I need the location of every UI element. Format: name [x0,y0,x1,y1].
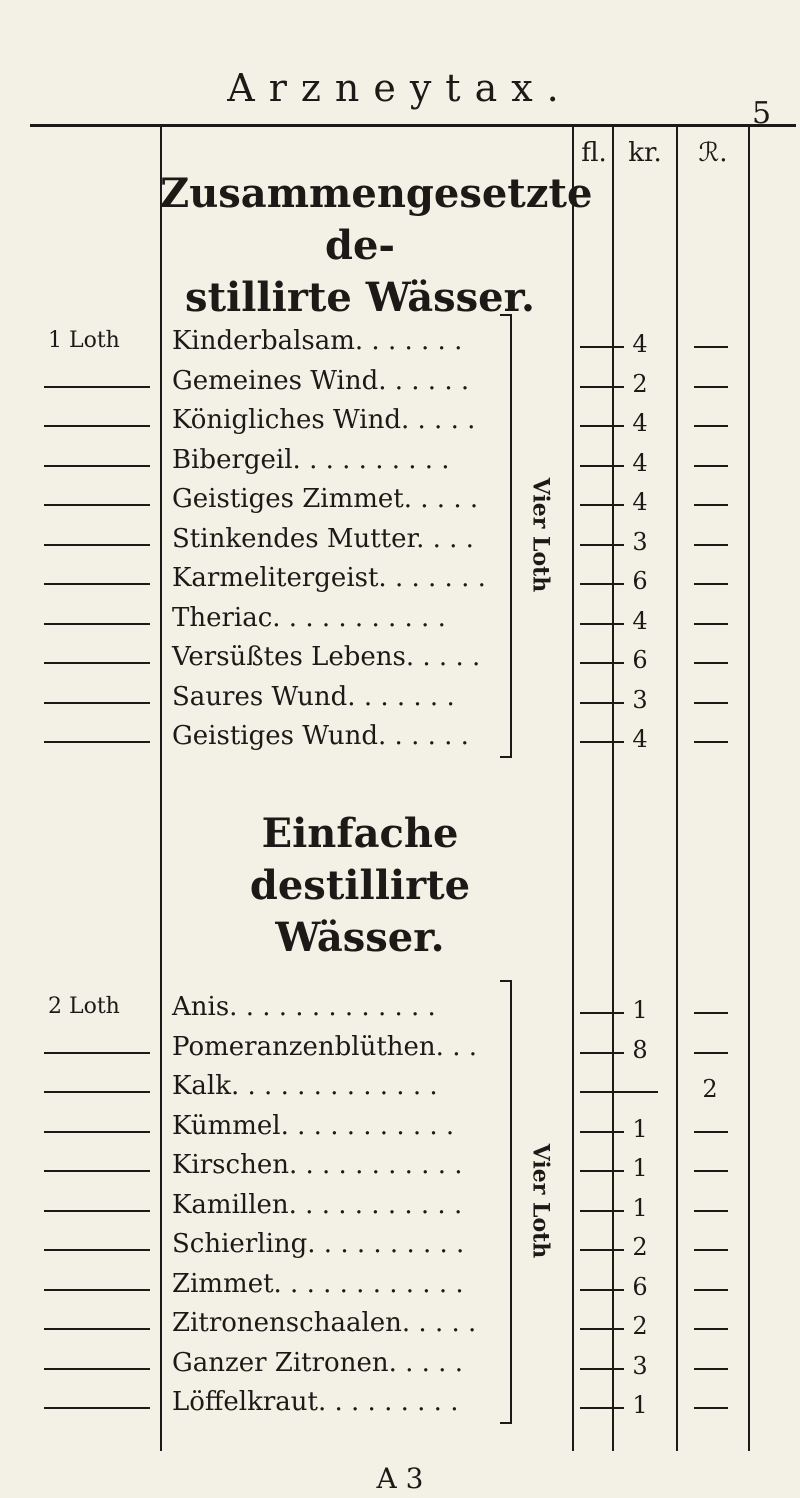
kr-value: 3 [632,685,648,714]
section-compound-brace-label: Vier Loth [527,477,553,593]
pf-dash [694,425,728,427]
fl-dash [580,1407,624,1409]
pf-dash [694,544,728,546]
fl-dash [580,1091,624,1093]
ditto-dash [44,1052,150,1054]
fl-dash [580,662,624,664]
ditto-dash [44,386,150,388]
item-name: Löffelkraut. . . . . . . . . [172,1387,459,1417]
item-name: Schierling. . . . . . . . . . [172,1229,465,1259]
table-row [0,719,800,765]
section-compound-brace [500,314,512,758]
pf-dash [694,1328,728,1330]
pf-dash [694,583,728,585]
pf-dash [694,1131,728,1133]
pf-dash [694,1052,728,1054]
unit-cell [40,1152,160,1182]
fl-dash [580,623,624,625]
pf-dash [694,1012,728,1014]
item-name: Geistiges Wund. . . . . . [172,721,469,751]
pf-dash [694,1249,728,1251]
column-header-fl: fl. [581,138,607,168]
unit-cell [40,1350,160,1380]
item-name: Kirschen. . . . . . . . . . . [172,1150,463,1180]
ditto-dash [44,1289,150,1291]
unit-cell [40,684,160,714]
kr-value: 3 [632,1351,648,1380]
kr-value: 4 [632,488,648,516]
fl-dash [580,346,624,348]
kr-value: 3 [632,527,648,556]
header-rule [30,124,796,127]
item-name: Saures Wund. . . . . . . [172,681,455,712]
fl-dash [580,702,624,704]
unit-cell [40,486,160,516]
column-header-kr: kr. [628,138,662,168]
fl-dash [580,465,624,467]
fl-dash [580,1368,624,1370]
kr-value: 2 [632,369,648,398]
item-name: Versüßtes Lebens. . . . . [172,642,481,672]
fl-dash [580,1131,624,1133]
unit-cell [40,565,160,595]
pf-value: 2 [702,1075,718,1103]
ditto-dash [44,662,150,664]
item-name: Kamillen. . . . . . . . . . . [172,1189,463,1220]
item-name: Gemeines Wind. . . . . . [172,365,470,396]
item-name: Kalk. . . . . . . . . . . . . [172,1071,438,1101]
page-number: 5 [752,96,772,131]
kr-value: 8 [632,1035,648,1064]
ditto-dash [44,1210,150,1212]
kr-value: 1 [632,1114,648,1143]
kr-value: 6 [632,1272,648,1301]
unit-cell [40,526,160,556]
kr-value: 1 [632,1154,648,1182]
section-simple-brace-label: Vier Loth [527,1143,553,1259]
fl-dash [580,1210,624,1212]
fl-dash [580,544,624,546]
fl-dash [580,1289,624,1291]
item-name: Bibergeil. . . . . . . . . . [172,444,450,475]
pf-dash [694,346,728,348]
item-name: Theriac. . . . . . . . . . . [172,602,446,633]
ditto-dash [44,1328,150,1330]
unit-cell [40,368,160,398]
column-header-pf: ℛ. [698,138,728,168]
unit-cell [40,1310,160,1340]
unit-cell [40,1389,160,1419]
unit-cell [40,723,160,753]
ditto-dash [44,1368,150,1370]
ditto-dash [44,583,150,585]
pf-dash [694,1368,728,1370]
unit-cell [40,605,160,635]
ditto-dash [44,1249,150,1251]
kr-value: 6 [632,646,648,674]
fl-dash [580,1328,624,1330]
kr-value: 2 [632,1233,648,1261]
unit-cell [40,1192,160,1222]
ditto-dash [44,544,150,546]
fl-dash [580,583,624,585]
fl-dash [580,1052,624,1054]
section-title-compound-line1: Zusammengesetzte de- [160,170,593,269]
pf-dash [694,465,728,467]
kr-dash [622,1091,658,1093]
unit-cell [40,407,160,437]
section-title-simple [160,808,560,964]
unit-cell [40,328,160,358]
ditto-dash [44,504,150,506]
pf-dash [694,1210,728,1212]
fl-dash [580,386,624,388]
unit-cell [40,447,160,477]
kr-value: 4 [632,409,648,437]
fl-dash [580,741,624,743]
item-name: Ganzer Zitronen. . . . . [172,1347,463,1378]
item-name: Karmelitergeist. . . . . . . [172,563,486,593]
section-simple-brace [500,980,512,1424]
unit-label: 1 Loth [48,328,120,353]
ditto-dash [44,1091,150,1093]
ditto-dash [44,702,150,704]
kr-value: 4 [632,330,648,358]
ditto-dash [44,741,150,743]
unit-cell [40,994,160,1024]
kr-value: 2 [632,1312,648,1340]
kr-value: 1 [632,996,648,1024]
item-name: Zitronenschaalen. . . . . [172,1308,477,1338]
ditto-dash [44,425,150,427]
pf-dash [694,1289,728,1291]
kr-value: 4 [632,606,648,635]
ditto-dash [44,1170,150,1172]
item-name: Zimmet. . . . . . . . . . . . [172,1268,464,1299]
section-title-simple-line2: Wässer. [275,914,445,961]
item-name: Kinderbalsam. . . . . . . [172,326,463,356]
section-title-compound [160,168,593,324]
ditto-dash [44,1407,150,1409]
unit-cell [40,1113,160,1143]
pf-dash [694,702,728,704]
fl-dash [580,504,624,506]
running-head: Arzneytax. [227,66,573,110]
pf-dash [694,662,728,664]
unit-cell [40,644,160,674]
kr-value: 6 [632,567,648,595]
unit-cell [40,1271,160,1301]
pf-dash [694,1170,728,1172]
fl-dash [580,1012,624,1014]
pf-dash [694,504,728,506]
pf-dash [694,741,728,743]
signature-mark: A 3 [376,1462,424,1495]
section-title-simple-line1: Einfache destillirte [249,810,471,909]
kr-value: 4 [632,725,648,753]
item-name: Geistiges Zimmet. . . . . [172,484,479,514]
ditto-dash [44,1131,150,1133]
item-name: Anis. . . . . . . . . . . . . [172,992,436,1022]
unit-cell [40,1034,160,1064]
ditto-dash [44,623,150,625]
kr-value: 4 [632,448,648,477]
table-row [0,1385,800,1431]
section-title-compound-line2: stillirte Wässer. [185,274,535,321]
fl-dash [580,1170,624,1172]
pf-dash [694,386,728,388]
fl-dash [580,425,624,427]
pf-dash [694,623,728,625]
kr-value: 1 [632,1193,648,1222]
item-name: Kümmel. . . . . . . . . . . [172,1110,455,1141]
fl-dash [580,1249,624,1251]
ditto-dash [44,465,150,467]
pf-dash [694,1407,728,1409]
unit-label: 2 Loth [48,994,120,1019]
item-name: Stinkendes Mutter. . . . [172,523,474,554]
item-name: Königliches Wind. . . . . [172,405,476,435]
unit-cell [40,1073,160,1103]
item-name: Pomeranzenblüthen. . . [172,1031,477,1062]
unit-cell [40,1231,160,1261]
kr-value: 1 [632,1391,648,1419]
